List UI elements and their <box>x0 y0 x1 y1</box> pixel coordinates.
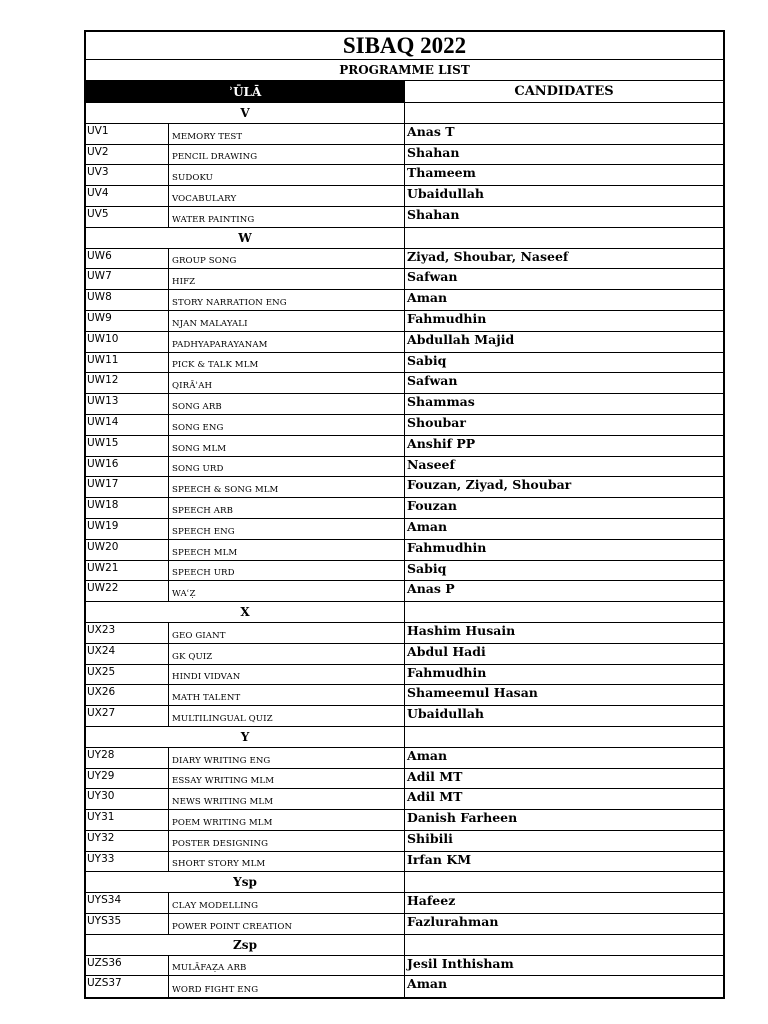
code-cell: UX23 <box>87 623 116 636</box>
candidate-cell: Aman <box>404 976 723 997</box>
section-blank-cell <box>404 103 723 123</box>
table-row <box>86 893 723 914</box>
section-blank-cell <box>404 228 723 248</box>
table-row <box>86 415 723 436</box>
programme-cell: SPEECH URD <box>168 561 404 581</box>
candidate-cell: Shahan <box>404 207 723 227</box>
programme-cell: SPEECH & SONG MLM <box>168 477 404 497</box>
code-cell: UX25 <box>87 665 116 678</box>
table-row <box>86 394 723 415</box>
programme-cell: GEO GIANT <box>168 623 404 643</box>
table-row <box>86 373 723 394</box>
table-header <box>84 81 725 103</box>
candidate-cell: Fazlurahman <box>404 914 723 934</box>
programme-cell: MEMORY TEST <box>168 124 404 144</box>
code-cell: UZS37 <box>87 977 122 990</box>
programme-cell: DIARY WRITING ENG <box>168 748 404 768</box>
section-blank-cell <box>404 935 723 955</box>
programme-cell: HIFZ <box>168 269 404 289</box>
table-row <box>86 852 723 873</box>
code-cell: UX26 <box>87 686 116 699</box>
candidate-cell: Ziyad, Shoubar, Naseef <box>404 249 723 269</box>
candidate-cell: Hafeez <box>404 893 723 913</box>
programme-cell: MULĀFAẒA ARB <box>168 956 404 976</box>
code-cell: UW7 <box>87 270 112 283</box>
table-row <box>86 332 723 353</box>
table-row <box>86 145 723 166</box>
code-cell: UW22 <box>87 582 119 595</box>
code-cell: UW9 <box>87 311 112 324</box>
section-blank-cell <box>404 602 723 622</box>
table-row <box>86 477 723 498</box>
table-row <box>86 789 723 810</box>
candidate-cell: Sabiq <box>404 561 723 581</box>
candidate-cell: Thameem <box>404 165 723 185</box>
programme-cell: PENCIL DRAWING <box>168 145 404 165</box>
programme-cell: GROUP SONG <box>168 249 404 269</box>
code-cell: UY28 <box>87 748 115 761</box>
candidate-cell: Aman <box>404 748 723 768</box>
programme-cell: HINDI VIDVAN <box>168 665 404 685</box>
code-cell: UW16 <box>87 457 119 470</box>
candidate-cell: Aman <box>404 290 723 310</box>
programme-cell: WORD FIGHT ENG <box>168 976 404 997</box>
candidate-cell: Safwan <box>404 373 723 393</box>
code-cell: UYS35 <box>87 915 122 928</box>
table-row <box>86 207 723 228</box>
code-cell: UW12 <box>87 374 119 387</box>
table-row <box>86 436 723 457</box>
programme-cell: POEM WRITING MLM <box>168 810 404 830</box>
code-cell: UY33 <box>87 852 115 865</box>
candidate-cell: Sabiq <box>404 353 723 373</box>
programme-cell: SPEECH MLM <box>168 540 404 560</box>
table-row <box>86 290 723 311</box>
code-cell: UV3 <box>87 166 109 179</box>
candidate-cell: Adil MT <box>404 769 723 789</box>
table-row <box>86 581 723 602</box>
table-row <box>86 186 723 207</box>
table-row <box>86 748 723 769</box>
category-header: ʾŪLĀ <box>86 81 404 102</box>
programme-cell: QIRĀʾAH <box>168 373 404 393</box>
programme-cell: PICK & TALK MLM <box>168 353 404 373</box>
code-cell: UV4 <box>87 187 109 200</box>
candidate-cell: Anas P <box>404 581 723 601</box>
table-row <box>86 561 723 582</box>
candidate-cell: Aman <box>404 519 723 539</box>
programme-cell: SHORT STORY MLM <box>168 852 404 872</box>
programme-cell: SONG MLM <box>168 436 404 456</box>
candidates-header: CANDIDATES <box>404 81 723 102</box>
programme-cell: WATER PAINTING <box>168 207 404 227</box>
page-title: SIBAQ 2022 <box>84 30 725 60</box>
section-blank-cell <box>404 872 723 892</box>
programme-list-table <box>84 30 725 999</box>
section-label: W <box>238 230 252 245</box>
section-row <box>86 103 723 124</box>
programme-cell: VOCABULARY <box>168 186 404 206</box>
table-row <box>86 644 723 665</box>
candidate-cell: Fouzan, Ziyad, Shoubar <box>404 477 723 497</box>
code-cell: UX24 <box>87 644 116 657</box>
table-row <box>86 706 723 727</box>
programme-cell: NEWS WRITING MLM <box>168 789 404 809</box>
section-label: Y <box>240 729 250 744</box>
code-cell: UY30 <box>87 790 115 803</box>
code-cell: UV5 <box>87 207 109 220</box>
code-cell: UW15 <box>87 436 119 449</box>
table-row <box>86 810 723 831</box>
table-row <box>86 956 723 977</box>
table-row <box>86 124 723 145</box>
programme-cell: POSTER DESIGNING <box>168 831 404 851</box>
candidate-cell: Shammas <box>404 394 723 414</box>
candidate-cell: Shahan <box>404 145 723 165</box>
programme-cell: MATH TALENT <box>168 685 404 705</box>
section-row <box>86 872 723 893</box>
section-row <box>86 228 723 249</box>
table-row <box>86 519 723 540</box>
candidate-cell: Shameemul Hasan <box>404 685 723 705</box>
table-row <box>86 769 723 790</box>
candidate-cell: Ubaidullah <box>404 186 723 206</box>
table-row <box>86 457 723 478</box>
code-cell: UW6 <box>87 249 112 262</box>
section-label: Zsp <box>233 937 257 952</box>
candidate-cell: Ubaidullah <box>404 706 723 726</box>
programme-cell: SPEECH ARB <box>168 498 404 518</box>
candidate-cell: Fahmudhin <box>404 311 723 331</box>
programme-cell: SONG URD <box>168 457 404 477</box>
programme-cell: STORY NARRATION ENG <box>168 290 404 310</box>
programme-cell: ESSAY WRITING MLM <box>168 769 404 789</box>
table-row <box>86 831 723 852</box>
candidate-cell: Irfan KM <box>404 852 723 872</box>
code-cell: UW14 <box>87 415 119 428</box>
table-body <box>84 103 725 999</box>
programme-cell: SONG ARB <box>168 394 404 414</box>
code-cell: UW19 <box>87 519 119 532</box>
programme-cell: NJAN MALAYALI <box>168 311 404 331</box>
candidate-cell: Abdul Hadi <box>404 644 723 664</box>
code-cell: UY29 <box>87 769 115 782</box>
section-label: V <box>240 105 250 120</box>
candidate-cell: Abdullah Majid <box>404 332 723 352</box>
candidate-cell: Jesil Inthisham <box>404 956 723 976</box>
programme-cell: SUDOKU <box>168 165 404 185</box>
table-row <box>86 914 723 935</box>
programme-cell: WAʿẒ <box>168 581 404 601</box>
section-row <box>86 727 723 748</box>
programme-cell: SONG ENG <box>168 415 404 435</box>
section-label: Ysp <box>233 875 257 890</box>
candidate-cell: Danish Farheen <box>404 810 723 830</box>
candidate-cell: Fouzan <box>404 498 723 518</box>
table-row <box>86 269 723 290</box>
candidate-cell: Anshif PP <box>404 436 723 456</box>
code-cell: UZS36 <box>87 956 122 969</box>
candidate-cell: Fahmudhin <box>404 665 723 685</box>
candidate-cell: Hashim Husain <box>404 623 723 643</box>
code-cell: UW21 <box>87 561 119 574</box>
code-cell: UW17 <box>87 478 119 491</box>
programme-cell: MULTILINGUAL QUIZ <box>168 706 404 726</box>
code-cell: UW10 <box>87 332 119 345</box>
candidate-cell: Naseef <box>404 457 723 477</box>
code-cell: UW20 <box>87 540 119 553</box>
table-row <box>86 623 723 644</box>
section-blank-cell <box>404 727 723 747</box>
code-cell: UY32 <box>87 831 115 844</box>
programme-cell: GK QUIZ <box>168 644 404 664</box>
programme-cell: POWER POINT CREATION <box>168 914 404 934</box>
section-row <box>86 935 723 956</box>
table-row <box>86 249 723 270</box>
code-cell: UX27 <box>87 707 116 720</box>
candidate-cell: Fahmudhin <box>404 540 723 560</box>
code-cell: UV2 <box>87 145 109 158</box>
table-row <box>86 540 723 561</box>
code-cell: UW11 <box>87 353 119 366</box>
code-cell: UW13 <box>87 395 119 408</box>
code-cell: UY31 <box>87 811 115 824</box>
table-row <box>86 665 723 686</box>
table-row <box>86 165 723 186</box>
table-row <box>86 685 723 706</box>
table-row <box>86 311 723 332</box>
table-row <box>86 353 723 374</box>
programme-cell: CLAY MODELLING <box>168 893 404 913</box>
programme-cell: PADHYAPARAYANAM <box>168 332 404 352</box>
code-cell: UV1 <box>87 124 109 137</box>
section-row <box>86 602 723 623</box>
table-row <box>86 976 723 997</box>
code-cell: UYS34 <box>87 894 122 907</box>
candidate-cell: Safwan <box>404 269 723 289</box>
programme-cell: SPEECH ENG <box>168 519 404 539</box>
candidate-cell: Shibili <box>404 831 723 851</box>
candidate-cell: Shoubar <box>404 415 723 435</box>
page-subtitle: PROGRAMME LIST <box>84 60 725 81</box>
candidate-cell: Adil MT <box>404 789 723 809</box>
code-cell: UW8 <box>87 291 112 304</box>
table-row <box>86 498 723 519</box>
candidate-cell: Anas T <box>404 124 723 144</box>
code-cell: UW18 <box>87 499 119 512</box>
section-label: X <box>240 605 250 620</box>
